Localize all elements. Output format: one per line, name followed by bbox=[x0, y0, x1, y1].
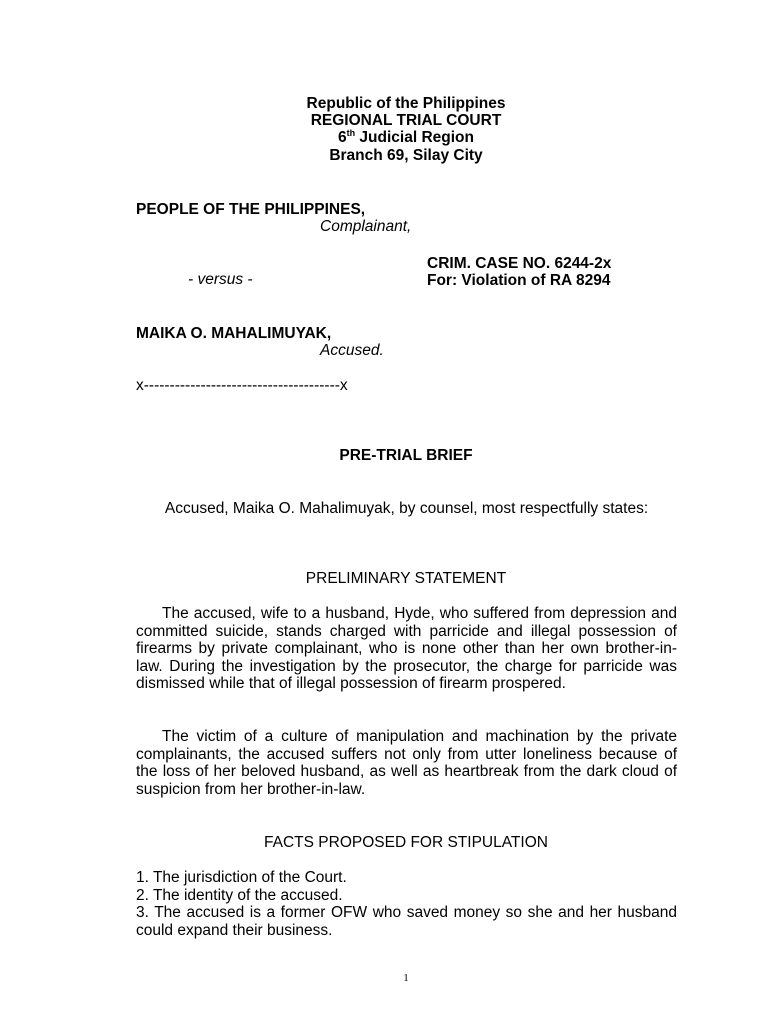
document-title: PRE-TRIAL BRIEF bbox=[339, 447, 473, 464]
header-region-text: Judicial Region bbox=[355, 129, 474, 146]
header-branch: Branch 69, Silay City bbox=[329, 147, 483, 164]
list-item: 3. The accused is a former OFW who saved money so she and her husband could expand their business. bbox=[136, 904, 677, 939]
header-court: REGIONAL TRIAL COURT bbox=[310, 112, 502, 129]
facts-heading: FACTS PROPOSED FOR STIPULATION bbox=[264, 834, 548, 851]
facts-list bbox=[136, 869, 677, 939]
preliminary-paragraph-1: The accused, wife to a husband, Hyde, who suffered from depression and committed suicide, stands charged with parricide and illegal possession of firearms by private complainant, who is none other than her own brother-in-law. During the investigation by the prosecutor, the charge for parricide was dismissed while that of illegal possession of firearm prospered. bbox=[136, 605, 677, 693]
accused-role: Accused. bbox=[320, 342, 384, 359]
header-region bbox=[0, 129, 768, 147]
accused-name: MAIKA O. MAHALIMUYAK, bbox=[136, 325, 332, 342]
caption-separator: x--------------------------------------x bbox=[136, 377, 348, 394]
header-region-suffix: th bbox=[346, 127, 356, 138]
list-item: 2. The identity of the accused. bbox=[136, 886, 343, 904]
header-region-number: 6 bbox=[338, 129, 347, 146]
offense-label: For: Violation of RA 8294 bbox=[427, 272, 611, 289]
versus-label: - versus - bbox=[188, 271, 253, 288]
page-number: 1 bbox=[403, 972, 409, 984]
intro-paragraph: Accused, Maika O. Mahalimuyak, by counsel, most respectfully states: bbox=[164, 500, 649, 517]
header-republic: Republic of the Philippines bbox=[306, 95, 506, 112]
list-item: 1. The jurisdiction of the Court. bbox=[136, 869, 347, 886]
plaintiff-role: Complainant, bbox=[320, 218, 412, 235]
case-number: CRIM. CASE NO. 6244-2x bbox=[427, 255, 612, 272]
plaintiff-name: PEOPLE OF THE PHILIPPINES, bbox=[136, 201, 366, 218]
preliminary-paragraph-2: The victim of a culture of manipulation and machination by the private complainants, the accused suffers not only from utter loneliness because of the loss of her beloved husband, as well as heartbreak from the dark cloud of suspicion from her brother-in-law. bbox=[136, 728, 677, 798]
preliminary-heading: PRELIMINARY STATEMENT bbox=[305, 570, 507, 587]
